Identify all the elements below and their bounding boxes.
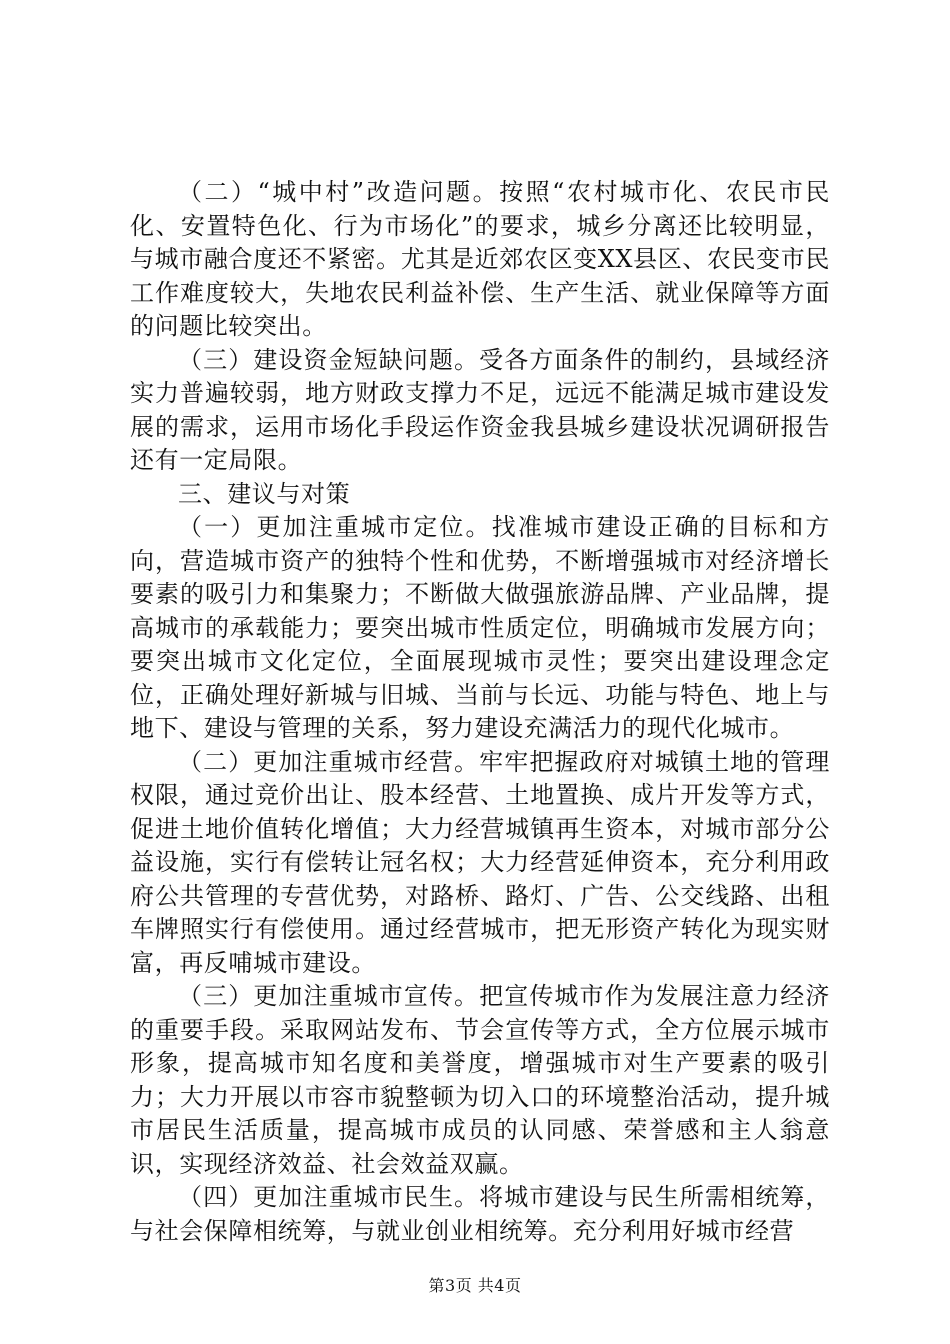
paragraph-city-promotion: （三）更加注重城市宣传。把宣传城市作为发展注意力经济的重要手段。采取网站发布、节会宣传等方式，全方位展示城市形象，提高城市知名度和美誉度，增强城市对生产要素的吸引力；大力开展以市容市貌整顿为切入口的环境整治活动，提升城市居民生活质量，提高城市成员的认同感、荣誉感和主人翁意识，实现经济效益、社会效益双赢。 bbox=[130, 982, 830, 1178]
document-body bbox=[130, 176, 830, 1248]
section-heading-suggestions: 三、建议与对策 bbox=[178, 479, 351, 508]
paragraph-city-livelihood: （四）更加注重城市民生。将城市建设与民生所需相统筹，与社会保障相统筹，与就业创业相统筹。充分利用好城市经营 bbox=[130, 1183, 830, 1245]
page-number-footer: 第3页 共4页 bbox=[428, 1276, 522, 1295]
paragraph-funding-shortage: （三）建设资金短缺问题。受各方面条件的制约，县域经济实力普遍较弱，地方财政支撑力不足，远远不能满足城市建设发展的需求，运用市场化手段运作资金我县城乡建设状况调研报告还有一定局限。 bbox=[130, 345, 830, 474]
paragraph-urban-village: （二）“城中村”改造问题。按照“农村城市化、农民市民化、安置特色化、行为市场化”的要求，城乡分离还比较明显，与城市融合度还不紧密。尤其是近郊农区变XX县区、农民变市民工作难度较大，失地农民利益补偿、生产生活、就业保障等方面的问题比较突出。 bbox=[130, 178, 830, 340]
paragraph-city-positioning: （一）更加注重城市定位。找准城市建设正确的目标和方向，营造城市资产的独特个性和优势，不断增强城市对经济增长要素的吸引力和集聚力；不断做大做强旅游品牌、产业品牌，提高城市的承载能力；要突出城市性质定位，明确城市发展方向；要突出城市文化定位，全面展现城市灵性；要突出建设理念定位，正确处理好新城与旧城、当前与长远、功能与特色、地上与地下、建设与管理的关系，努力建设充满活力的现代化城市。 bbox=[130, 513, 830, 742]
paragraph-city-operation: （二）更加注重城市经营。牢牢把握政府对城镇土地的管理权限，通过竞价出让、股本经营、土地置换、成片开发等方式，促进土地价值转化增值；大力经营城镇再生资本，对城市部分公益设施，实行有偿转让冠名权；大力经营延伸资本，充分利用政府公共管理的专营优势，对路桥、路灯、广告、公交线路、出租车牌照实行有偿使用。通过经营城市，把无形资产转化为现实财富，再反哺城市建设。 bbox=[130, 747, 830, 977]
